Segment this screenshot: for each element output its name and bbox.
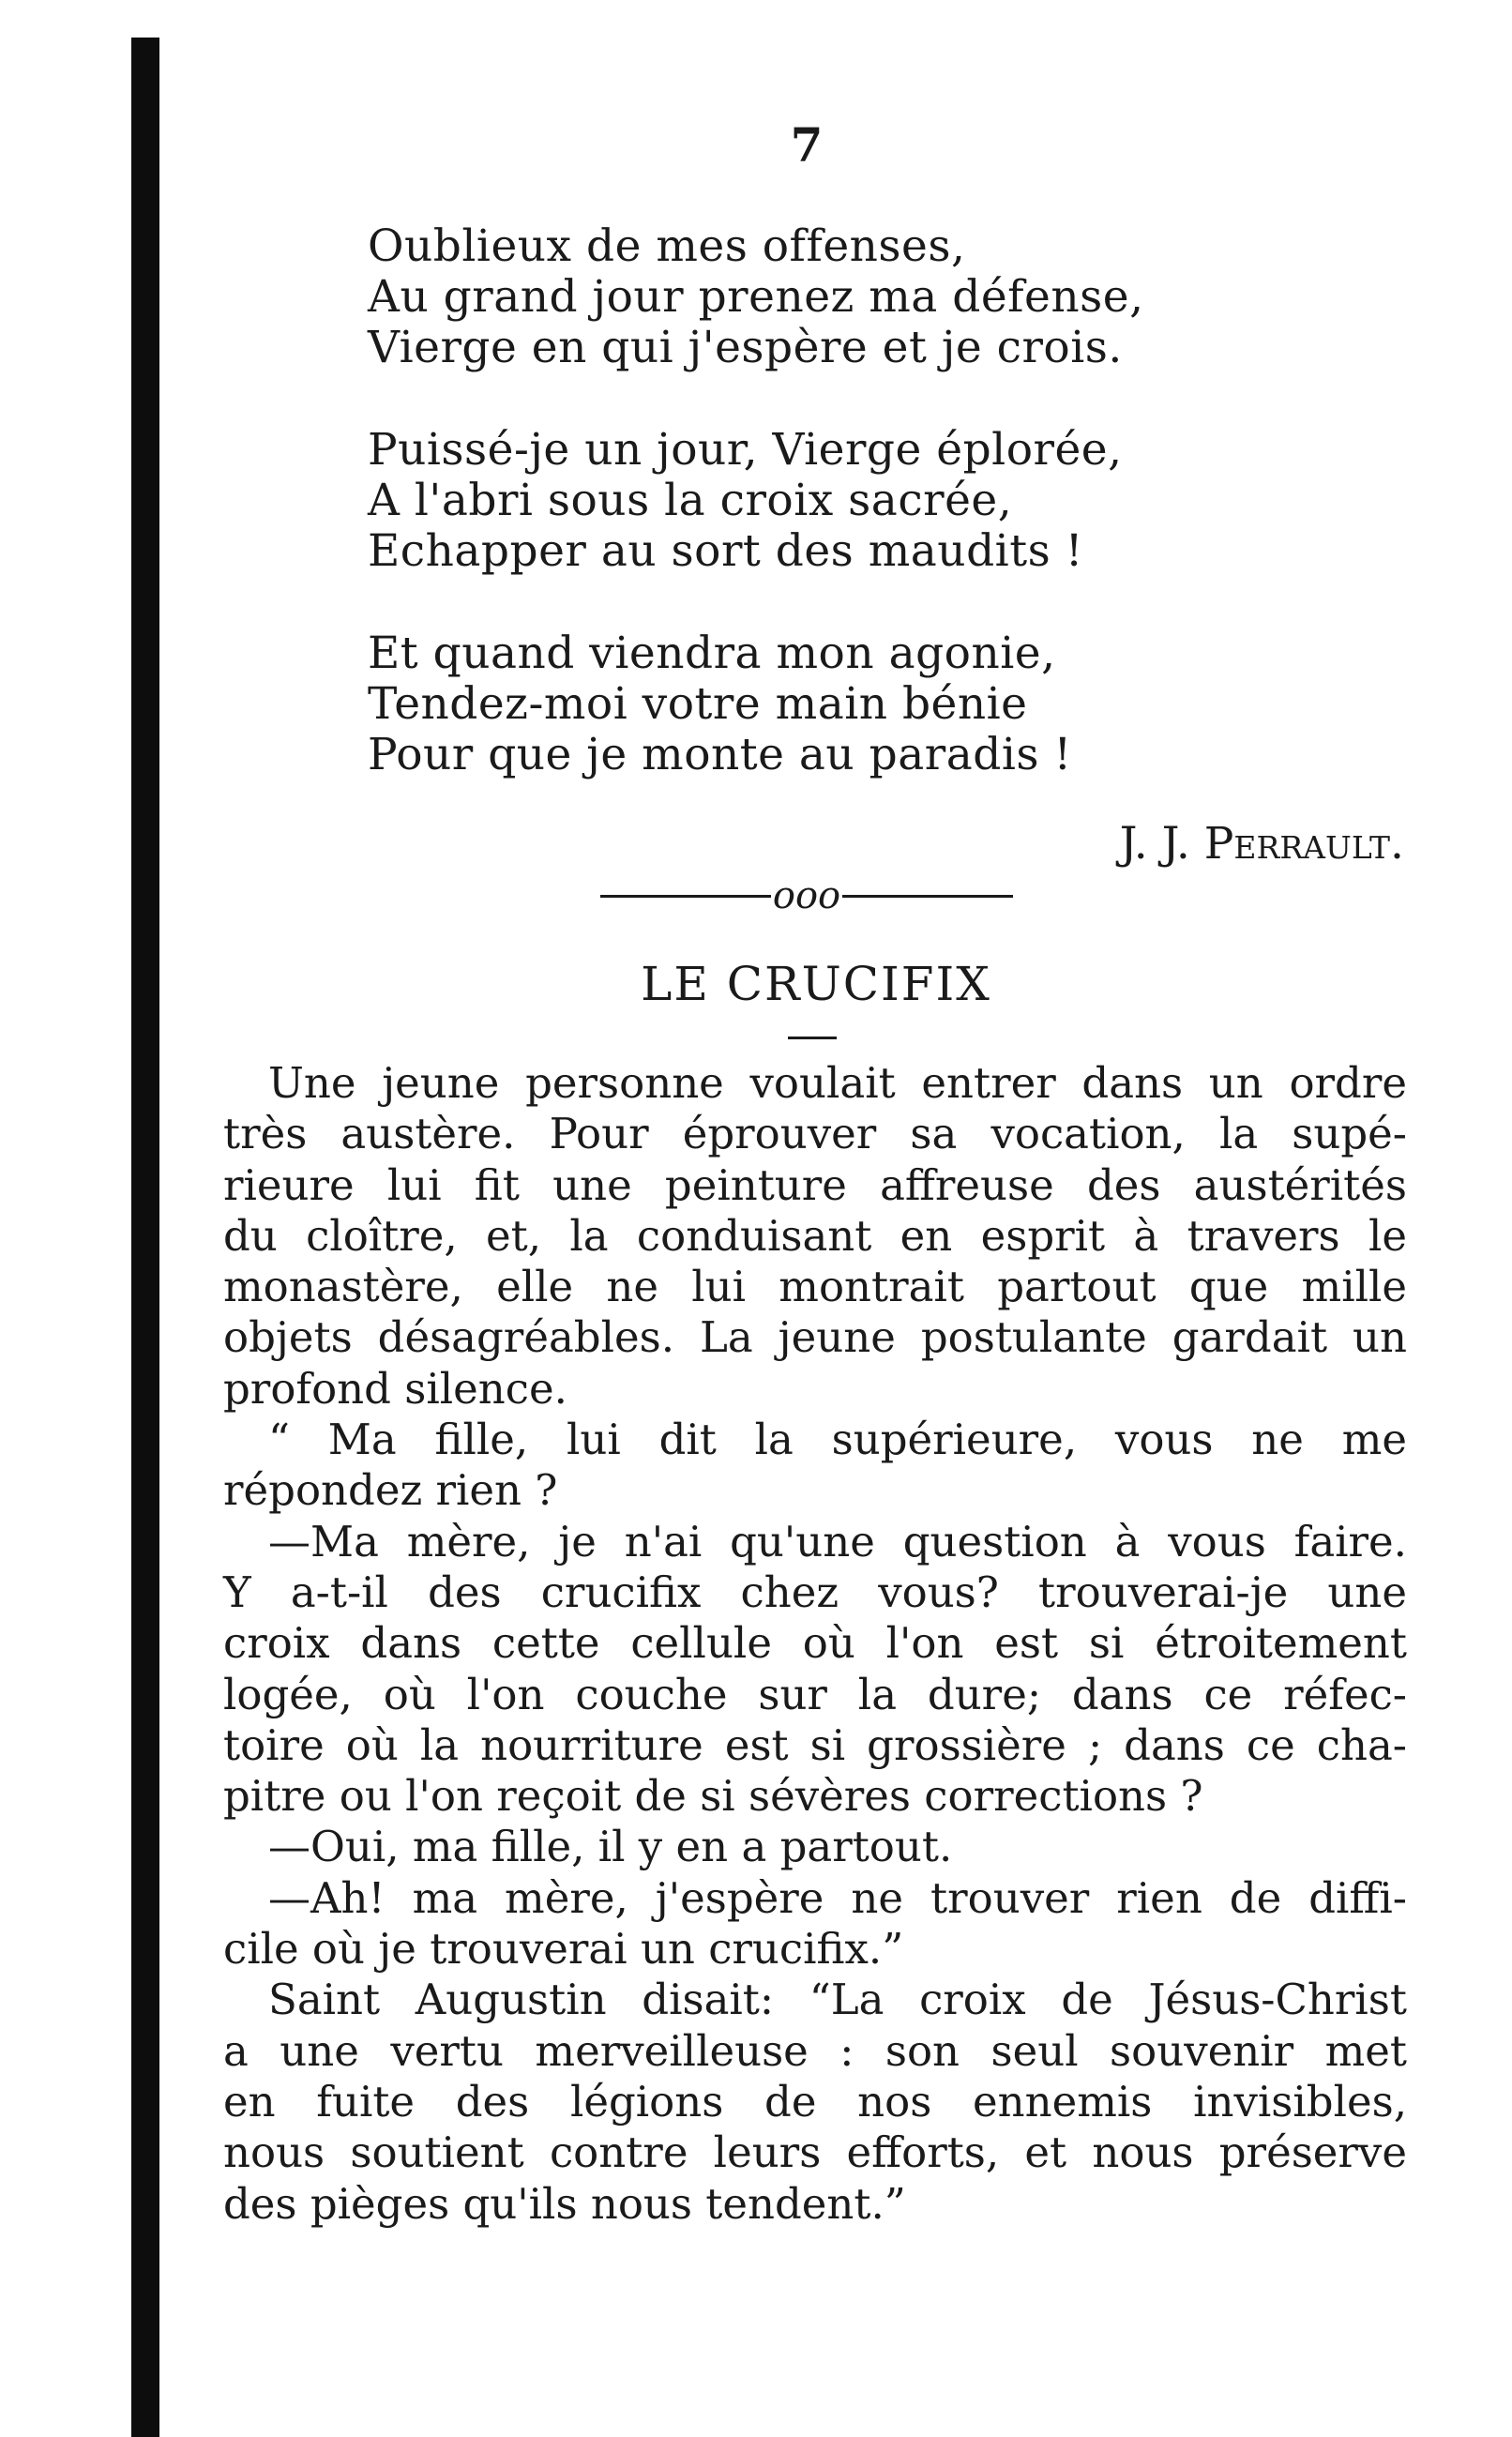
- verse-line: Oublieux de mes offenses,: [368, 220, 966, 272]
- prose-line: pitre ou l'on reçoit de si sévères corrections ?: [223, 1771, 1203, 1822]
- binding-edge: [131, 38, 159, 2437]
- prose-line: —Ah! ma mère, j'espère ne trouver rien de diffi-: [268, 1872, 1407, 1923]
- title-rule: [788, 1037, 837, 1039]
- prose-line: toire où la nourriture est si grossière ; dans ce cha-: [223, 1719, 1407, 1770]
- verse-line: Vierge en qui j'espère et je crois.: [368, 322, 1123, 373]
- prose-line: des pièges qu'ils nous tendent.”: [223, 2178, 906, 2229]
- page-number: 7: [790, 117, 824, 173]
- verse-line: A l'abri sous la croix sacrée,: [368, 475, 1013, 526]
- prose-line: logée, où l'on couche sur la dure; dans ce réfec-: [223, 1669, 1407, 1719]
- prose-line: répondez rien ?: [223, 1465, 558, 1516]
- prose-line: Saint Augustin disait: “La croix de Jésus-Christ: [268, 1975, 1407, 2025]
- poem: [368, 221, 1144, 832]
- poem-stanza: [368, 221, 1144, 373]
- prose-line: croix dans cette cellule où l'on est si étroitement: [223, 1618, 1407, 1669]
- prose-line: objets désagréables. La jeune postulante gardait un: [223, 1312, 1407, 1363]
- section-separator: [600, 868, 1013, 924]
- prose-line: —Oui, ma fille, il y en a partout.: [268, 1822, 953, 1872]
- prose-line: —Ma mère, je n'ai qu'une question à vous faire.: [268, 1516, 1407, 1567]
- poem-signature: [1120, 818, 1404, 870]
- verse-line: Au grand jour prenez ma défense,: [368, 271, 1144, 323]
- verse-line: Echapper au sort des maudits !: [368, 525, 1084, 577]
- signature-initials: J. J.: [1119, 818, 1190, 870]
- verse-line: Et quand viendra mon agonie,: [368, 628, 1056, 679]
- prose-line: Une jeune personne voulait entrer dans un ordre: [268, 1058, 1407, 1108]
- section-title: LE CRUCIFIX: [641, 957, 991, 1011]
- prose-line: “ Ma fille, lui dit la supérieure, vous ne me: [268, 1415, 1407, 1465]
- verse-line: Puissé-je un jour, Vierge éplorée,: [368, 424, 1123, 476]
- poem-stanza: [368, 628, 1144, 780]
- separator-rule-left: [600, 895, 771, 898]
- separator-rule-right: [842, 895, 1013, 898]
- verse-line: Tendez-moi votre main bénie: [368, 678, 1028, 730]
- prose-line: en fuite des légions de nos ennemis invisibles,: [223, 2076, 1407, 2127]
- prose-line: a une vertu merveilleuse : son seul souvenir met: [223, 2025, 1407, 2076]
- poem-stanza: [368, 425, 1144, 577]
- verse-line: Pour que je monte au paradis !: [368, 729, 1072, 780]
- prose-line: rieure lui fit une peinture affreuse des austérités: [223, 1159, 1407, 1210]
- signature-name: Perrault.: [1203, 818, 1404, 870]
- prose-line: du cloître, et, la conduisant en esprit à travers le: [223, 1210, 1407, 1261]
- prose-line: très austère. Pour éprouver sa vocation, la supé-: [223, 1109, 1407, 1159]
- prose-body: [223, 1058, 1407, 2230]
- prose-line: Y a-t-il des crucifix chez vous? trouverai-je une: [223, 1567, 1407, 1617]
- prose-line: cile où je trouverai un crucifix.”: [223, 1924, 904, 1975]
- separator-ornament: ooo: [772, 874, 841, 917]
- prose-line: nous soutient contre leurs efforts, et nous préserve: [223, 2127, 1407, 2178]
- prose-line: profond silence.: [223, 1363, 567, 1414]
- prose-line: monastère, elle ne lui montrait partout que mille: [223, 1262, 1407, 1312]
